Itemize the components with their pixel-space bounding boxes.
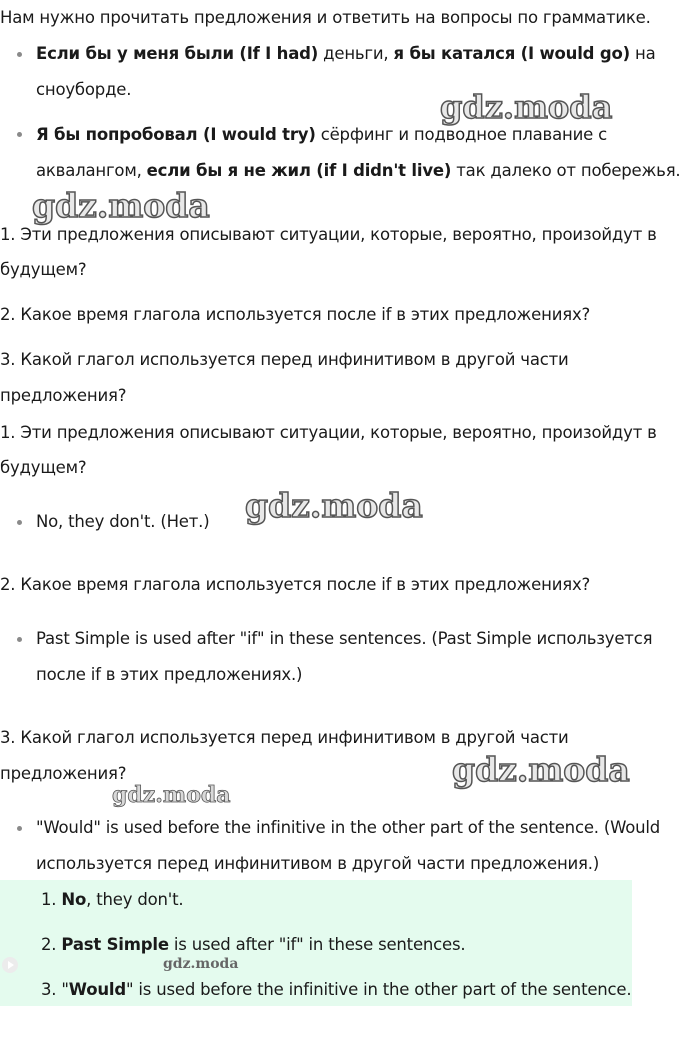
question-3-line-1: 3. Какой глагол используется перед инфинитивом в другой части bbox=[0, 350, 569, 369]
question-1-line-2: будущем? bbox=[0, 260, 87, 279]
answer-2-text-line-1: Past Simple is used after "if" in these sentences. (Past Simple используется bbox=[36, 629, 653, 648]
bullet-dot bbox=[17, 637, 22, 642]
answer-1-text: No, they don't. (Нет.) bbox=[36, 512, 210, 531]
example-1-line-1: Если бы у меня были (If I had) деньги, я бы катался (I would go) на bbox=[36, 44, 656, 63]
watermark: gdz.moda bbox=[245, 486, 423, 525]
answer-1-question-line-2: будущем? bbox=[0, 458, 87, 477]
answer-1-question-line-1: 1. Эти предложения описывают ситуации, которые, вероятно, произойдут в bbox=[0, 423, 657, 442]
watermark: gdz.moda bbox=[112, 782, 231, 808]
watermark: gdz.moda bbox=[452, 750, 630, 789]
summary-item-3: 3. "Would" is used before the infinitive in the other part of the sentence. bbox=[41, 980, 632, 999]
answer-3-question-line-1: 3. Какой глагол используется перед инфинитивом в другой части bbox=[0, 728, 569, 747]
bullet-dot bbox=[17, 520, 22, 525]
answer-3-text-line-2: используется перед инфинитивом в другой части предложения.) bbox=[36, 854, 600, 873]
summary-item-1: 1. No, they don't. bbox=[41, 890, 184, 909]
question-1-line-1: 1. Эти предложения описывают ситуации, которые, вероятно, произойдут в bbox=[0, 225, 657, 244]
answer-3-text-line-1: "Would" is used before the infinitive in the other part of the sentence. (Would bbox=[36, 818, 661, 837]
watermark: gdz.moda bbox=[440, 88, 613, 126]
bullet-dot bbox=[17, 826, 22, 831]
watermark: gdz.moda bbox=[32, 186, 210, 225]
watermark: gdz.moda bbox=[163, 956, 239, 972]
answer-2-text-line-2: после if в этих предложениях.) bbox=[36, 665, 303, 684]
summary-item-2: 2. Past Simple is used after "if" in these sentences. bbox=[41, 935, 466, 954]
example-2-line-2: аквалангом, если бы я не жил (if I didn't live) так далеко от побережья. bbox=[36, 161, 680, 180]
question-3-line-2: предложения? bbox=[0, 386, 127, 405]
intro-text: Нам нужно прочитать предложения и ответить на вопросы по грамматике. bbox=[0, 8, 651, 27]
question-2-line-1: 2. Какое время глагола используется после if в этих предложениях? bbox=[0, 305, 591, 324]
example-2-line-1: Я бы попробовал (I would try) сёрфинг и подводное плавание с bbox=[36, 125, 607, 144]
play-icon[interactable] bbox=[2, 957, 18, 973]
bullet-dot bbox=[17, 52, 22, 57]
example-1-line-2: сноуборде. bbox=[36, 80, 132, 99]
bullet-dot bbox=[17, 132, 22, 137]
answer-3-question-line-2: предложения? bbox=[0, 764, 127, 783]
answer-2-question-line-1: 2. Какое время глагола используется после if в этих предложениях? bbox=[0, 575, 591, 594]
